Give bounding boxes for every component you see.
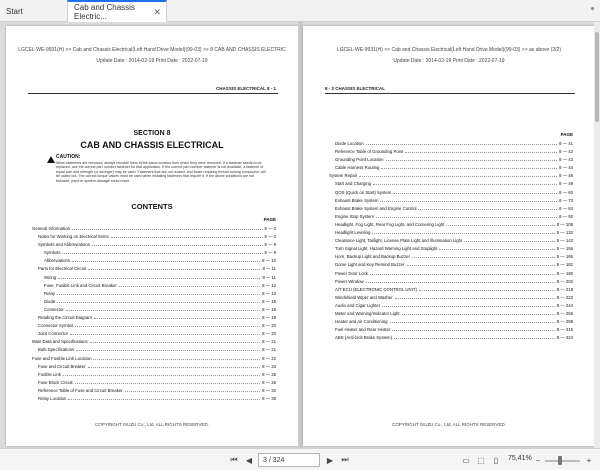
toc-leader-dots <box>412 257 555 258</box>
toc-leader-dots <box>93 359 260 360</box>
toc-leader-dots <box>386 160 557 161</box>
zoom-in-icon[interactable]: + <box>586 455 592 465</box>
toc-entry-page: 8 — 3 <box>264 234 276 240</box>
toc-entry-page: 8 — 60 <box>559 189 573 195</box>
toc-entry-label: Reading the Circuit Diagram <box>38 315 92 321</box>
toc-leader-dots <box>418 209 557 210</box>
toc-leader-dots <box>407 265 555 266</box>
toc-leader-dots <box>446 225 555 226</box>
two-page-icon[interactable]: ▯ <box>493 455 499 465</box>
toc-leader-dots <box>119 286 260 287</box>
toc-entry[interactable] <box>329 295 573 303</box>
toc-entry-label: Dome Light and Key Remind Buzzer <box>335 262 405 268</box>
toc-entry[interactable] <box>329 157 573 165</box>
toc-entry-label: Grounding Point Location <box>335 157 384 163</box>
toc-entry-page: 8 — 25 <box>262 371 276 377</box>
toc-entry-label: Turn Signal Light, Hazard Warning Light and Stoplight <box>335 246 438 252</box>
toc-entry[interactable] <box>329 181 573 189</box>
toc-entry-label: Fuel Heater and Rear Heater <box>335 327 391 333</box>
menu-icon[interactable] <box>591 7 594 10</box>
toc-entry-label: Symbols <box>44 250 61 256</box>
toc-leader-dots <box>92 245 263 246</box>
page-header-dates: Update Date : 2014-02-19 Print Date : 2022-07-19 <box>393 58 505 64</box>
toc-entry[interactable] <box>329 165 573 173</box>
toc-entry-label: Windshield Wiper and Washer <box>335 294 393 300</box>
toc-entry[interactable] <box>329 206 573 214</box>
toc-entry-page: 8 — 12 <box>262 282 276 288</box>
zoom-out-icon[interactable]: − <box>535 455 541 465</box>
toc-entry-page: 8 — 21 <box>262 339 276 345</box>
toc-entry[interactable] <box>32 258 276 266</box>
toc-entry[interactable] <box>32 283 276 291</box>
toc-entry-label: Power Window <box>335 278 364 284</box>
toc-leader-dots <box>380 201 557 202</box>
toc-leader-dots <box>359 176 557 177</box>
toc-entry-page: 8 — 22 <box>262 355 276 361</box>
section-title: CAB AND CHASSIS ELECTRICAL <box>80 140 224 150</box>
toc-entry-label: Power Door Lock <box>335 270 368 276</box>
toc-entry[interactable] <box>32 396 276 404</box>
toc-entry-label: Connector <box>44 306 64 312</box>
bottom-toolbar <box>0 448 600 470</box>
toc-entry[interactable] <box>329 254 573 262</box>
toc-entry-label: Connector Symbol <box>38 323 74 329</box>
toc-entry-page: 8 — 13 <box>262 290 276 296</box>
toc-entry-label: Fuse, Fusible Link and Circuit Breaker <box>44 282 117 288</box>
fit-page-icon[interactable]: ▭ <box>462 455 470 465</box>
toc-leader-dots <box>111 237 263 238</box>
toc-entry[interactable] <box>32 380 276 388</box>
toc-entry[interactable] <box>32 250 276 258</box>
toc-leader-dots <box>395 298 555 299</box>
toc-entry-label: Cable Harness Routing <box>335 165 380 171</box>
warning-icon <box>47 156 55 163</box>
toc-entry-label: Abbreviations <box>44 258 71 264</box>
toc-leader-dots <box>90 342 260 343</box>
toc-entry[interactable] <box>32 364 276 372</box>
toc-entry[interactable] <box>329 327 573 335</box>
toc-leader-dots <box>366 144 557 145</box>
toc-entry[interactable] <box>32 388 276 396</box>
toc-entry-page: 8 — 43 <box>559 157 573 163</box>
toc-leader-dots <box>439 249 555 250</box>
section-number: SECTION 8 <box>133 130 171 137</box>
toc-entry-page: 8 — 324 <box>556 335 573 341</box>
toc-leader-dots <box>75 383 260 384</box>
toc-entry[interactable] <box>32 266 276 274</box>
toc-entry-label: Symbols and Abbreviations <box>38 242 90 248</box>
first-page-icon[interactable]: ⏮ <box>230 455 238 464</box>
toc-entry-label: Fuse and Circuit Breaker <box>38 363 86 369</box>
zoom-level: 75,41% <box>508 455 532 462</box>
toc-entry-page: 8 — 92 <box>559 213 573 219</box>
tab-document[interactable] <box>67 0 167 22</box>
toc-entry[interactable] <box>329 149 573 157</box>
toc-leader-dots <box>394 338 555 339</box>
page-header-path: LGCEL-WE-9931(H) >> Cab and Chassis Electrical(Left Hand Drive Model)(99-03) >> 8 CAB AND CHASSIS ELECTRIC <box>18 47 286 53</box>
toc-entry-page: 8 — 21 <box>262 347 276 353</box>
toc-entry[interactable] <box>329 319 573 327</box>
close-icon[interactable]: ✕ <box>153 7 161 17</box>
toc-entry[interactable] <box>329 279 573 287</box>
next-page-icon[interactable]: ▶ <box>326 455 334 465</box>
toc-entry[interactable] <box>32 331 276 339</box>
toc-entry[interactable] <box>329 190 573 198</box>
toc-leader-dots <box>405 152 557 153</box>
toc-leader-dots <box>88 269 260 270</box>
tab-label: Start <box>6 6 23 16</box>
table-of-contents <box>32 226 276 404</box>
toc-entry[interactable] <box>329 303 573 311</box>
toc-entry-page: 8 — 11 <box>262 266 276 272</box>
toc-entry-page: 8 — 18 <box>262 315 276 321</box>
toc-leader-dots <box>76 350 260 351</box>
toc-entry[interactable] <box>329 271 573 279</box>
toc-entry-label: Headlight Leveling <box>335 230 371 236</box>
toc-entry-label: Engine Stop System <box>335 213 374 219</box>
toc-entry-page: 8 — 9 <box>264 250 276 256</box>
tab-label: Cab and Chassis Electric... <box>74 3 135 21</box>
toc-entry-label: Notes for Working on Electrical Items <box>38 234 109 240</box>
toc-entry-page: 8 — 10 <box>262 258 276 264</box>
tab-start[interactable] <box>0 0 66 22</box>
toc-entry-page: 8 — 73 <box>559 197 573 203</box>
toc-entry[interactable] <box>329 198 573 206</box>
toc-leader-dots <box>62 253 263 254</box>
divider <box>325 93 575 94</box>
toc-entry-page: 8 — 41 <box>559 141 573 146</box>
fit-width-icon[interactable]: ⬚ <box>477 455 485 465</box>
toc-leader-dots <box>68 399 260 400</box>
toc-entry-label: Heater and Air Conditioning <box>335 319 388 325</box>
toc-entry-label: Clearance Light, Taillight, License Plate Light and Illumination Light <box>335 238 463 244</box>
toc-leader-dots <box>392 330 555 331</box>
copyright: COPYRIGHT ISUZU Co., Ltd. ALL RIGHTS RESERVED. <box>392 422 506 427</box>
toc-entry[interactable] <box>32 315 276 323</box>
section-tag: 8 - 2 CHASSIS ELECTRICAL <box>325 86 386 91</box>
toc-leader-dots <box>75 326 260 327</box>
toc-entry-label: General Information <box>32 226 70 231</box>
toc-entry[interactable] <box>329 262 573 270</box>
contents-title: CONTENTS <box>131 202 173 211</box>
toc-entry-label: Fuse Block Circuit <box>38 379 73 385</box>
toc-entry-page: 8 — 38 <box>262 395 276 401</box>
pdf-page-left <box>6 26 298 446</box>
toc-entry-page: 8 — 202 <box>556 278 573 284</box>
toc-entry-page: 8 — 16 <box>262 306 276 312</box>
toc-leader-dots <box>390 322 555 323</box>
page-header-dates: Update Date : 2014-02-19 Print Date : 2022-07-19 <box>96 58 208 64</box>
toc-leader-dots <box>125 391 260 392</box>
toc-leader-dots <box>419 290 555 291</box>
toc-entry[interactable] <box>32 307 276 315</box>
toc-entry-label: Headlight, Fog Light, Rear Fog Light, and Cornering Light <box>335 221 445 227</box>
zoom-slider-handle[interactable] <box>558 456 562 465</box>
toc-entry-page: 8 — 244 <box>556 302 573 308</box>
caution-text: When fasteners are removed, always reinstall them at the same location from which they were removed. If a fastener needs to be replaced, use the correct part number fastener for that application. If the correct part number fastener is not available, a fastener of equal size and strength (or stronger) may be used. Fasteners that are not reused, and those requiring thread locking compound, will be called out. The correct torque values must be used when installing fasteners that require it. If the above conditions are not followed, parts or system damage could result. <box>56 161 266 183</box>
toc-entry-label: Fusible Link <box>38 371 61 377</box>
prev-page-icon[interactable]: ◀ <box>245 455 253 465</box>
toc-entry[interactable] <box>32 226 276 234</box>
caution-title: CAUTION: <box>56 154 81 160</box>
toc-entry-page: 8 — 26 <box>262 379 276 385</box>
toc-entry-label: Relay Location <box>38 395 67 401</box>
toc-entry[interactable] <box>32 299 276 307</box>
toc-entry-label: Exhaust Brake System and Engine Control <box>335 205 417 211</box>
toc-entry-page: 8 — 288 <box>556 319 573 325</box>
toc-entry-label: Wiring <box>44 274 57 280</box>
toc-leader-dots <box>464 241 555 242</box>
toc-entry-page: 8 — 223 <box>556 294 573 300</box>
toc-leader-dots <box>366 282 555 283</box>
toc-entry-page: 8 — 218 <box>556 286 573 292</box>
zoom-slider[interactable] <box>545 460 580 462</box>
toc-entry-label: Horn, Backup Light and Backup Buzzer <box>335 254 411 260</box>
tab-bar <box>0 0 600 22</box>
toc-leader-dots <box>63 375 260 376</box>
toc-entry[interactable] <box>329 287 573 295</box>
toc-entry-label: Relay <box>44 290 55 296</box>
toc-entry[interactable] <box>32 356 276 364</box>
toc-entry-page: 8 — 166 <box>556 254 573 260</box>
toc-leader-dots <box>94 318 260 319</box>
toc-entry-page: 8 — 49 <box>559 173 573 179</box>
toc-entry[interactable] <box>32 234 276 242</box>
toc-entry[interactable] <box>329 246 573 254</box>
toc-entry[interactable] <box>32 275 276 283</box>
toc-entry-page: 8 — 108 <box>556 221 573 227</box>
toc-entry[interactable] <box>329 173 573 181</box>
page-number-input[interactable] <box>258 453 320 467</box>
section-tag: CHASSIS ELECTRICAL 8 - 1 <box>216 86 276 91</box>
page-column-label: PAGE <box>560 132 573 137</box>
page-indicator: 3 / 324 <box>263 456 285 464</box>
toc-leader-dots <box>402 314 555 315</box>
table-of-contents <box>329 141 573 343</box>
toc-entry[interactable] <box>329 214 573 222</box>
toc-entry-page: 8 — 42 <box>559 149 573 155</box>
toc-leader-dots <box>57 302 260 303</box>
page-column-label: PAGE <box>263 217 276 222</box>
toc-leader-dots <box>370 274 555 275</box>
toc-entry-page: 8 — 20 <box>262 323 276 329</box>
toc-entry-page: 8 — 265 <box>556 310 573 316</box>
toc-leader-dots <box>372 233 555 234</box>
toc-entry[interactable] <box>329 238 573 246</box>
caution-block <box>56 154 266 183</box>
toc-entry-page: 8 — 315 <box>556 327 573 333</box>
toc-entry-page: 8 — 49 <box>559 181 573 187</box>
toc-entry-label: Bulb Specifications <box>38 347 75 353</box>
toc-entry-label: Main Data and Specifications <box>32 339 88 345</box>
toc-entry-page: 8 — 182 <box>556 262 573 268</box>
toc-entry[interactable] <box>32 372 276 380</box>
toc-leader-dots <box>57 294 260 295</box>
toc-entry[interactable] <box>329 311 573 319</box>
toc-entry-page: 8 — 44 <box>559 165 573 171</box>
toc-entry-label: Audio and Cigar Lighter <box>335 302 381 308</box>
toc-entry[interactable] <box>329 222 573 230</box>
toc-entry-label: Joint Connector <box>38 331 69 337</box>
toc-entry-label: Exhaust Brake System <box>335 197 379 203</box>
toc-leader-dots <box>381 168 557 169</box>
toc-entry-label: ABS (Anti-lock Brake System) <box>335 335 393 341</box>
toc-leader-dots <box>393 193 557 194</box>
toc-leader-dots <box>373 184 557 185</box>
toc-entry-label: Diode <box>44 298 56 304</box>
toc-entry-page: 8 — 132 <box>556 230 573 236</box>
toc-leader-dots <box>376 217 557 218</box>
toc-entry[interactable] <box>32 323 276 331</box>
last-page-icon[interactable]: ⏭ <box>341 455 349 464</box>
toc-entry[interactable] <box>32 339 276 347</box>
toc-leader-dots <box>88 367 260 368</box>
toc-entry[interactable] <box>32 347 276 355</box>
page-header-path: LGCEL-WE-9931(H) >> Cab and Chassis Electrical(Left Hand Drive Model)(99-03) >> as above (2/2) <box>337 47 561 53</box>
toc-entry-label: Diode Location <box>335 141 364 146</box>
toc-entry-page: 8 — 142 <box>556 238 573 244</box>
toc-entry-page: 8 — 156 <box>556 246 573 252</box>
toc-leader-dots <box>382 306 555 307</box>
toc-entry-label: System Repair <box>329 173 358 179</box>
toc-entry[interactable] <box>329 335 573 343</box>
toc-entry[interactable] <box>329 141 573 149</box>
toc-entry-page: 8 — 20 <box>262 331 276 337</box>
toc-entry-label: QOS (Quick on Start) System <box>335 189 392 195</box>
toc-entry-page: 8 — 190 <box>556 270 573 276</box>
toc-entry[interactable] <box>329 230 573 238</box>
toc-entry-label: Reference Table of Fuse and Circuit Breaker <box>38 387 123 393</box>
toc-entry-label: Reference Table of Grounding Point <box>335 149 404 155</box>
toc-entry-label: Start and Charging <box>335 181 372 187</box>
copyright: COPYRIGHT ISUZU Co., Ltd. ALL RIGHTS RESERVED. <box>95 422 209 427</box>
toc-entry-page: 8 — 32 <box>262 387 276 393</box>
toc-leader-dots <box>58 278 260 279</box>
toc-entry-page: 8 — 15 <box>262 298 276 304</box>
toc-entry-page: 8 — 3 <box>264 226 276 231</box>
toc-leader-dots <box>72 261 260 262</box>
toc-entry-label: Parts for Electrical Circuit <box>38 266 87 272</box>
toc-entry-page: 8 — 11 <box>262 274 276 280</box>
toc-entry-label: Meter and Warning/Indicator Light <box>335 310 400 316</box>
toc-leader-dots <box>66 310 260 311</box>
scrollbar-thumb[interactable] <box>595 32 599 122</box>
toc-leader-dots <box>72 229 263 230</box>
toc-entry-page: 8 — 84 <box>559 205 573 211</box>
toc-entry-page: 8 — 23 <box>262 363 276 369</box>
toc-leader-dots <box>70 334 260 335</box>
pdf-page-right <box>303 26 595 446</box>
toc-entry-page: 8 — 9 <box>264 242 276 248</box>
toc-entry-label: Fuse and Fusible Link Location <box>32 355 92 361</box>
toc-entry-label: A/T ECU (ELECTRONIC CONTROL UNIT) <box>335 286 417 292</box>
toc-entry[interactable] <box>32 242 276 250</box>
divider <box>28 93 278 94</box>
document-viewer[interactable] <box>0 22 600 448</box>
toc-entry[interactable] <box>32 291 276 299</box>
